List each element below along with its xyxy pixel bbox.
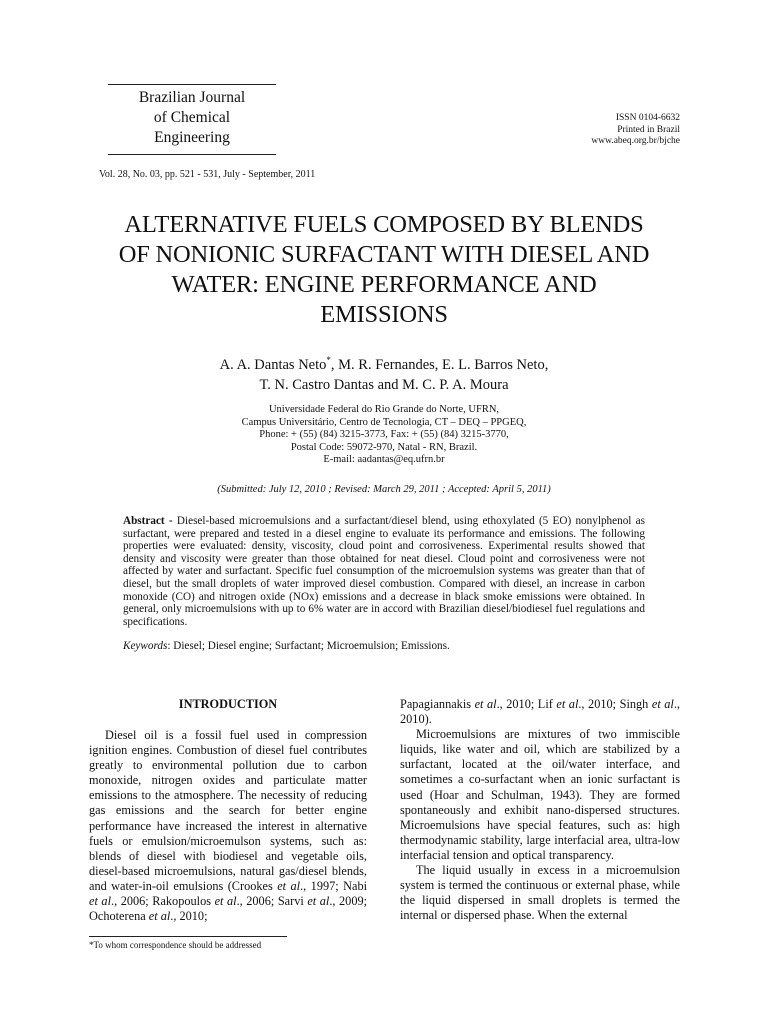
left-column	[89, 728, 367, 924]
issn-block	[591, 113, 680, 148]
corresponding-mark: *	[326, 355, 331, 365]
footnote: *To whom correspondence should be addressed	[89, 940, 262, 950]
journal-logo-block	[108, 84, 276, 155]
submission-dates: (Submitted: July 12, 2010 ; Revised: March 29, 2011 ; Accepted: April 5, 2011)	[217, 484, 551, 495]
authors-line-2: T. N. Castro Dantas and M. C. P. A. Moura	[259, 376, 509, 393]
journal-bottom-rule	[108, 154, 276, 155]
title-line-2: OF NONIONIC SURFACTANT WITH DIESEL AND	[118, 241, 650, 268]
text-run: ., 2010;	[170, 909, 208, 924]
section-heading-introduction: INTRODUCTION	[178, 697, 278, 711]
text-run: ., 2010; Lif	[496, 697, 557, 711]
text-run: Papagiannakis	[400, 697, 475, 711]
volume-info: Vol. 28, No. 03, pp. 521 - 531, July - September, 2011	[99, 169, 316, 180]
title-line-4: EMISSIONS	[320, 301, 448, 328]
keywords	[123, 640, 645, 653]
affiliation	[60, 404, 708, 467]
journal-name-line-1: Brazilian Journal	[138, 89, 246, 106]
abstract-label: Abstract -	[123, 515, 173, 527]
citation-et-al: et al	[89, 894, 111, 909]
abstract-text: Diesel-based microemulsions and a surfactant/diesel blend, using ethoxylated (5 EO) nonylphenol as surfactant, were prepared and tested in a diesel engine to evaluate its performance and emissions. The following properties were evaluated: density, viscosity, cloud point and corrosiveness. Experimental results showed that density and viscosity were greater than those obtained for neat diesel. Cloud point and corrosiveness were not affected by water and surfactant. Specific fuel consumption of the microemulsion systems was greater than that of diesel, but the small droplets of water improved diesel combustion. Compared with diesel, an increase in carbon monoxide (CO) and nitrogen oxide (NOx) emissions and a decrease in black smoke emissions were obtained. In general, only microemulsions with up to 6% water are in accord with Brazilian diesel/biodiesel fuel regulations and specifications.	[123, 515, 645, 628]
text-run: ., 2010; Singh	[578, 697, 652, 711]
citation-et-al: et al	[214, 894, 237, 909]
keywords-list: : Diesel; Diesel engine; Surfactant; Microemulsion; Emissions.	[167, 640, 450, 652]
intro-paragraph-1	[89, 728, 367, 924]
keywords-label: Keywords	[123, 640, 168, 652]
title-line-1: ALTERNATIVE FUELS COMPOSED BY BLENDS	[124, 211, 644, 238]
text-run: ., 2006; Sarvi	[236, 894, 308, 909]
right-column	[400, 697, 680, 923]
text-run: Diesel oil is a fossil fuel used in compression ignition engines. Combustion of diesel fuel contributes greatly to environmental pollution due to carbon monoxide, nitrogen oxides and particulate matter emissions to the atmosphere. The necessity of reducing gas emissions and the search for better engine performance have increased the interest in alternative fuels or emulsion/microemulson systems, such as: blends of diesel with biodiesel and vegetable oils, diesel-based microemulsions, natural gas/diesel blends, and water-in-oil emulsions (Crookes	[89, 728, 367, 893]
affiliation-email[interactable]: E-mail: aadantas@eq.ufrn.br	[323, 454, 445, 466]
journal-name-line-2: of Chemical	[153, 109, 231, 126]
journal-name-line-3: Engineering	[154, 129, 230, 146]
citation-et-al: et al	[651, 697, 674, 711]
issn-number: ISSN 0104-6632	[615, 113, 680, 123]
authors-rest: , M. R. Fernandes, E. L. Barros Neto,	[330, 356, 549, 373]
citation-et-al: et al	[474, 697, 497, 711]
intro-paragraph-3: The liquid usually in excess in a microemulsion system is termed the continuous or external phase, while the liquid dispersed in small droplets is termed the internal or dispersed phase. When the external	[400, 863, 680, 923]
affiliation-line-4: Postal Code: 59072-970, Natal - RN, Brazil.	[290, 441, 478, 453]
affiliation-line-1: Universidade Federal do Rio Grande do Norte, UFRN,	[268, 404, 500, 415]
title-line-3: WATER: ENGINE PERFORMANCE AND	[171, 271, 597, 298]
journal-name	[108, 85, 276, 154]
text-run: ., 2010).	[400, 697, 680, 727]
paper-title	[60, 210, 708, 330]
affiliation-line-2: Campus Universitário, Centro de Tecnologia, CT – DEQ – PPGEQ,	[241, 416, 527, 428]
text-run: ., 1997; Nabi	[300, 878, 368, 893]
citation-et-al: et al	[148, 909, 171, 924]
authors-line-1	[60, 350, 708, 375]
citation-et-al: et al	[307, 894, 330, 909]
citation-et-al: et al	[556, 697, 579, 711]
text-run: ., 2009; Ochoterena	[89, 894, 368, 924]
author-corresponding: A. A. Dantas Neto	[219, 356, 327, 373]
affiliation-line-3: Phone: + (55) (84) 3215-3773, Fax: + (55) (84) 3215-3770,	[259, 429, 509, 441]
text-run: ., 2006; Rakopoulos	[111, 894, 215, 909]
authors	[60, 350, 708, 395]
journal-url[interactable]: www.abeq.org.br/bjche	[591, 136, 680, 146]
footnote-rule	[89, 936, 287, 937]
citation-et-al: et al	[277, 878, 301, 893]
abstract	[123, 515, 645, 628]
printed-in: Printed in Brazil	[617, 124, 680, 135]
intro-paragraph-1-continued	[400, 697, 680, 727]
intro-paragraph-2: Microemulsions are mixtures of two immiscible liquids, like water and oil, which are stabilized by a surfactant, located at the oil/water interface, and sometimes a co-surfactant when an ionic surfactant is used (Hoar and Schulman, 1943). They are formed spontaneously and exhibit nano-dispersed structures. Microemulsions have special features, such as: high thermodynamic stability, large interfacial area, ultra-low interfacial tension and optical transparency.	[400, 727, 680, 862]
